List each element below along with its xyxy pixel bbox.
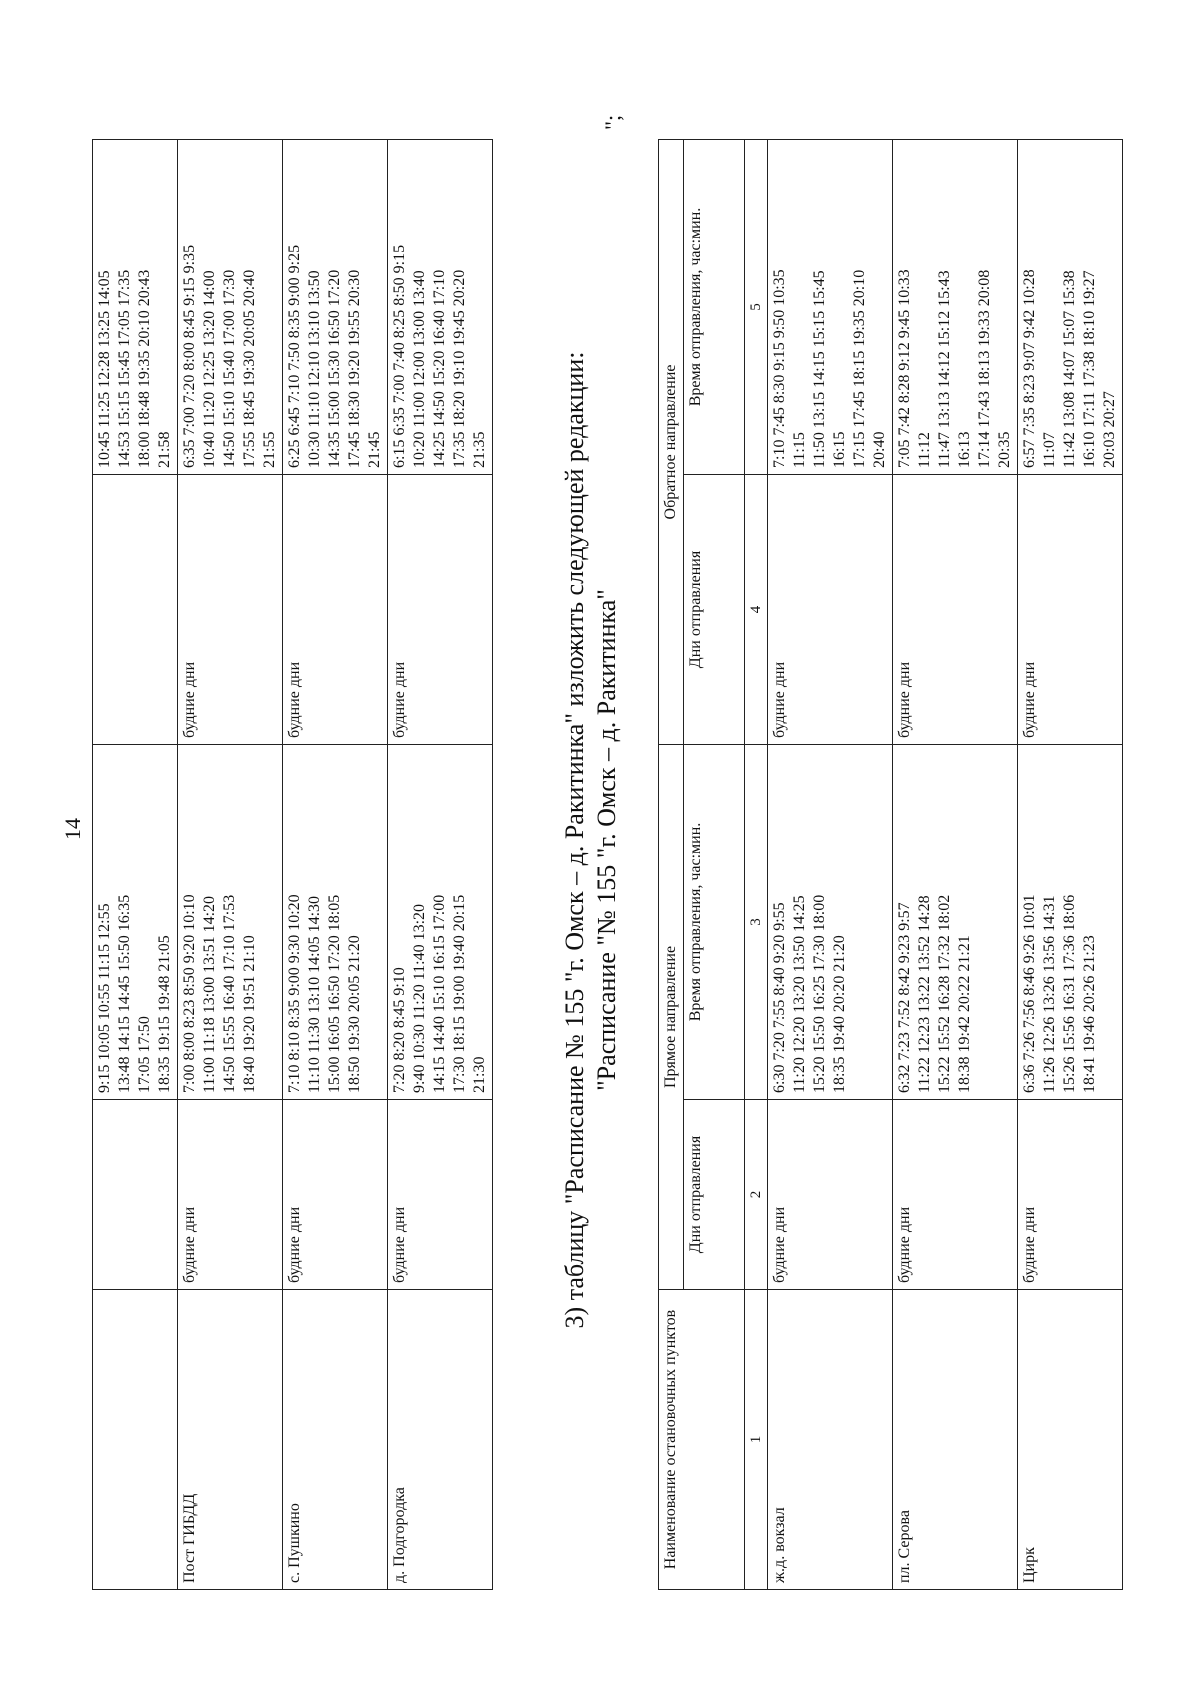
table-row: [283, 140, 388, 1590]
stop-name: Пост ГИБДД: [178, 1290, 283, 1590]
departure-times-line: 11:00 11:18 13:00 13:51 14:20: [201, 895, 218, 1093]
header-days-forward: Дни отправления: [684, 1100, 745, 1290]
departure-times-line: 11:15: [791, 432, 808, 468]
section-heading: 3) таблицу "Расписание № 155 "г. Омск – д. Ракитинка" изложить следующей редакции:: [560, 351, 589, 1329]
upper-schedule-table: [92, 139, 493, 1590]
departure-times-line: 14:50 15:10 15:40 17:00 17:30: [221, 269, 238, 468]
departure-times-line: 18:41 19:46 20:26 21:23: [1081, 935, 1098, 1093]
departure-times-line: 21:55: [261, 431, 278, 468]
rotated-page: [0, 50, 1200, 1650]
departure-times-forward: [893, 744, 1018, 1099]
departure-times-line: 9:15 10:05 10:55 11:15 12:55: [96, 903, 113, 1093]
departure-times-line: 15:00 16:05 16:50 17:20 18:05: [326, 894, 343, 1093]
departure-times-line: 17:30 18:15 19:00 19:40 20:15: [451, 894, 468, 1093]
departure-times-line: 6:15 6:35 7:00 7:40 8:25 8:50 9:15: [391, 244, 408, 468]
column-number: 1: [745, 1290, 768, 1590]
stop-name: ж.д. вокзал: [768, 1290, 893, 1590]
departure-times-line: 18:00 18:48 19:35 20:10 20:43: [136, 269, 153, 468]
departure-times-line: 16:10 17:11 17:38 18:10 19:27: [1081, 270, 1098, 468]
header-time-backward: Время отправления, час:мин.: [684, 139, 745, 474]
departure-days-forward: будние дни: [178, 1100, 283, 1290]
departure-days-forward: будние дни: [768, 1100, 893, 1290]
departure-times-forward: [1018, 744, 1123, 1099]
departure-times-line: 11:10 11:30 13:10 14:05 14:30: [306, 895, 323, 1093]
stop-name: д. Подгородка: [388, 1290, 493, 1590]
departure-times-line: 21:58: [156, 431, 173, 468]
departure-times-line: 11:42 13:08 14:07 15:07 15:38: [1061, 270, 1078, 468]
departure-times-forward: [283, 745, 388, 1100]
table-row: [1018, 139, 1123, 1589]
column-number: 5: [745, 139, 768, 474]
departure-days-backward: будние дни: [893, 474, 1018, 744]
departure-times-line: 11:50 13:15 14:15 15:15 15:45: [811, 270, 828, 468]
departure-times-line: 14:35 15:00 15:30 16:50 17:20: [326, 269, 343, 468]
departure-days-forward: будние дни: [388, 1100, 493, 1290]
stop-name: Цирк: [1018, 1290, 1123, 1590]
header-forward: Прямое направление: [659, 744, 684, 1289]
departure-times-line: 11:26 12:26 13:26 13:56 14:31: [1041, 895, 1058, 1093]
page-number: 14: [60, 818, 85, 840]
departure-days-backward: будние дни: [388, 475, 493, 745]
departure-days-forward: [93, 1100, 178, 1290]
departure-times-line: 17:15 17:45 18:15 19:35 20:10: [851, 269, 868, 468]
column-number: 3: [745, 744, 768, 1099]
departure-times-line: 7:00 8:00 8:23 8:50 9:20 10:10: [181, 894, 198, 1093]
departure-times-line: 6:30 7:20 7:55 8:40 9:20 9:55: [771, 902, 788, 1093]
departure-times-line: 6:25 6:45 7:10 7:50 8:35 9:00 9:25: [286, 244, 303, 468]
departure-times-line: 17:14 17:43 18:13 19:33 20:08: [976, 269, 993, 468]
table-row: [93, 140, 178, 1590]
departure-times-line: 11:47 13:13 14:12 15:12 15:43: [936, 270, 953, 468]
header-stop-name: Наименование остановочных пунктов: [659, 1290, 745, 1590]
departure-times-backward: [768, 139, 893, 474]
departure-times-line: 17:45 18:30 19:20 19:55 20:30: [346, 269, 363, 468]
departure-times-line: 11:20 12:20 13:20 13:50 14:25: [791, 895, 808, 1093]
departure-times-line: 16:15: [831, 431, 848, 468]
departure-times-line: 20:35: [996, 431, 1013, 468]
departure-times-line: 20:03 20:27: [1101, 391, 1118, 468]
departure-times-line: 21:45: [366, 431, 383, 468]
departure-times-line: 10:40 11:20 12:25 13:20 14:00: [201, 270, 218, 468]
schedule-title: "Расписание "№ 155 "г. Омск – д. Ракитинка": [592, 589, 621, 1091]
departure-times-line: 7:10 7:45 8:30 9:15 9:50 10:35: [771, 269, 788, 468]
departure-times-line: 6:36 7:26 7:56 8:46 9:26 10:01: [1021, 894, 1038, 1093]
departure-times-line: 11:22 12:23 13:22 13:52 14:28: [916, 895, 933, 1093]
departure-times-backward: [93, 140, 178, 475]
departure-times-line: 6:32 7:23 7:52 8:42 9:23 9:57: [896, 902, 913, 1093]
table-row: [768, 139, 893, 1589]
departure-days-backward: будние дни: [178, 475, 283, 745]
table-row: [893, 139, 1018, 1589]
departure-times-line: 7:05 7:42 8:28 9:12 9:45 10:33: [896, 269, 913, 468]
departure-days-forward: будние дни: [283, 1100, 388, 1290]
closing-mark: ";: [600, 114, 625, 130]
departure-days-forward: будние дни: [893, 1100, 1018, 1290]
stop-name: с. Пушкино: [283, 1290, 388, 1590]
column-number: 2: [745, 1100, 768, 1290]
departure-times-line: 7:20 8:20 8:45 9:10: [391, 967, 408, 1093]
departure-times-line: 14:50 15:55 16:40 17:10 17:53: [221, 894, 238, 1093]
departure-times-backward: [893, 139, 1018, 474]
departure-times-line: 18:35 19:15 19:48 21:05: [156, 935, 173, 1093]
departure-times-backward: [283, 140, 388, 475]
departure-days-forward: будние дни: [1018, 1100, 1123, 1290]
departure-times-line: 16:13: [956, 431, 973, 468]
departure-times-line: 20:40: [871, 431, 888, 468]
departure-times-line: 17:35 18:20 19:10 19:45 20:20: [451, 269, 468, 468]
departure-times-line: 15:20 15:50 16:25 17:30 18:00: [811, 894, 828, 1093]
header-time-forward: Время отправления, час:мин.: [684, 744, 745, 1099]
departure-days-backward: [93, 475, 178, 745]
table-row: [178, 140, 283, 1590]
departure-times-line: 11:12: [916, 432, 933, 468]
departure-days-backward: будние дни: [283, 475, 388, 745]
departure-times-forward: [93, 745, 178, 1100]
departure-times-line: 21:30: [471, 1056, 488, 1093]
departure-times-line: 15:22 15:52 16:28 17:32 18:02: [936, 894, 953, 1093]
table-row: [388, 140, 493, 1590]
departure-times-forward: [388, 745, 493, 1100]
departure-times-line: 18:50 19:30 20:05 21:20: [346, 935, 363, 1093]
departure-times-line: 10:30 11:10 12:10 13:10 13:50: [306, 270, 323, 468]
departure-days-backward: будние дни: [1018, 474, 1123, 744]
departure-times-line: 9:40 10:30 11:20 11:40 13:20: [411, 903, 428, 1093]
departure-times-forward: [768, 744, 893, 1099]
departure-times-forward: [178, 745, 283, 1100]
departure-times-line: 18:35 19:40 20:20 21:20: [831, 935, 848, 1093]
stop-name: [93, 1290, 178, 1590]
departure-days-backward: будние дни: [768, 474, 893, 744]
stop-name: пл. Серова: [893, 1290, 1018, 1590]
departure-times-line: 14:53 15:15 15:45 17:05 17:35: [116, 269, 133, 468]
departure-times-line: 6:35 7:00 7:20 8:00 8:45 9:15 9:35: [181, 244, 198, 468]
departure-times-backward: [178, 140, 283, 475]
departure-times-line: 10:45 11:25 12:28 13:25 14:05: [96, 270, 113, 468]
departure-times-line: 18:38 19:42 20:22 21:21: [956, 935, 973, 1093]
departure-times-backward: [388, 140, 493, 475]
departure-times-line: 7:10 8:10 8:35 9:00 9:30 10:20: [286, 894, 303, 1093]
departure-times-line: 11:07: [1041, 432, 1058, 468]
departure-times-line: 17:55 18:45 19:30 20:05 20:40: [241, 269, 258, 468]
departure-times-line: 10:20 11:00 12:00 13:00 13:40: [411, 270, 428, 468]
departure-times-line: 13:48 14:15 14:45 15:50 16:35: [116, 894, 133, 1093]
column-number: 4: [745, 474, 768, 744]
departure-times-line: 17:05 17:50: [136, 1016, 153, 1093]
header-days-backward: Дни отправления: [684, 474, 745, 744]
departure-times-line: 14:15 14:40 15:10 16:15 17:00: [431, 894, 448, 1093]
departure-times-backward: [1018, 139, 1123, 474]
route-155-schedule-table: [658, 139, 1123, 1590]
departure-times-line: 18:40 19:20 19:51 21:10: [241, 935, 258, 1093]
departure-times-line: 14:25 14:50 15:20 16:40 17:10: [431, 269, 448, 468]
departure-times-line: 15:26 15:56 16:31 17:36 18:06: [1061, 894, 1078, 1093]
departure-times-line: 21:35: [471, 431, 488, 468]
departure-times-line: 6:57 7:35 8:23 9:07 9:42 10:28: [1021, 269, 1038, 468]
header-backward: Обратное направление: [659, 139, 684, 744]
